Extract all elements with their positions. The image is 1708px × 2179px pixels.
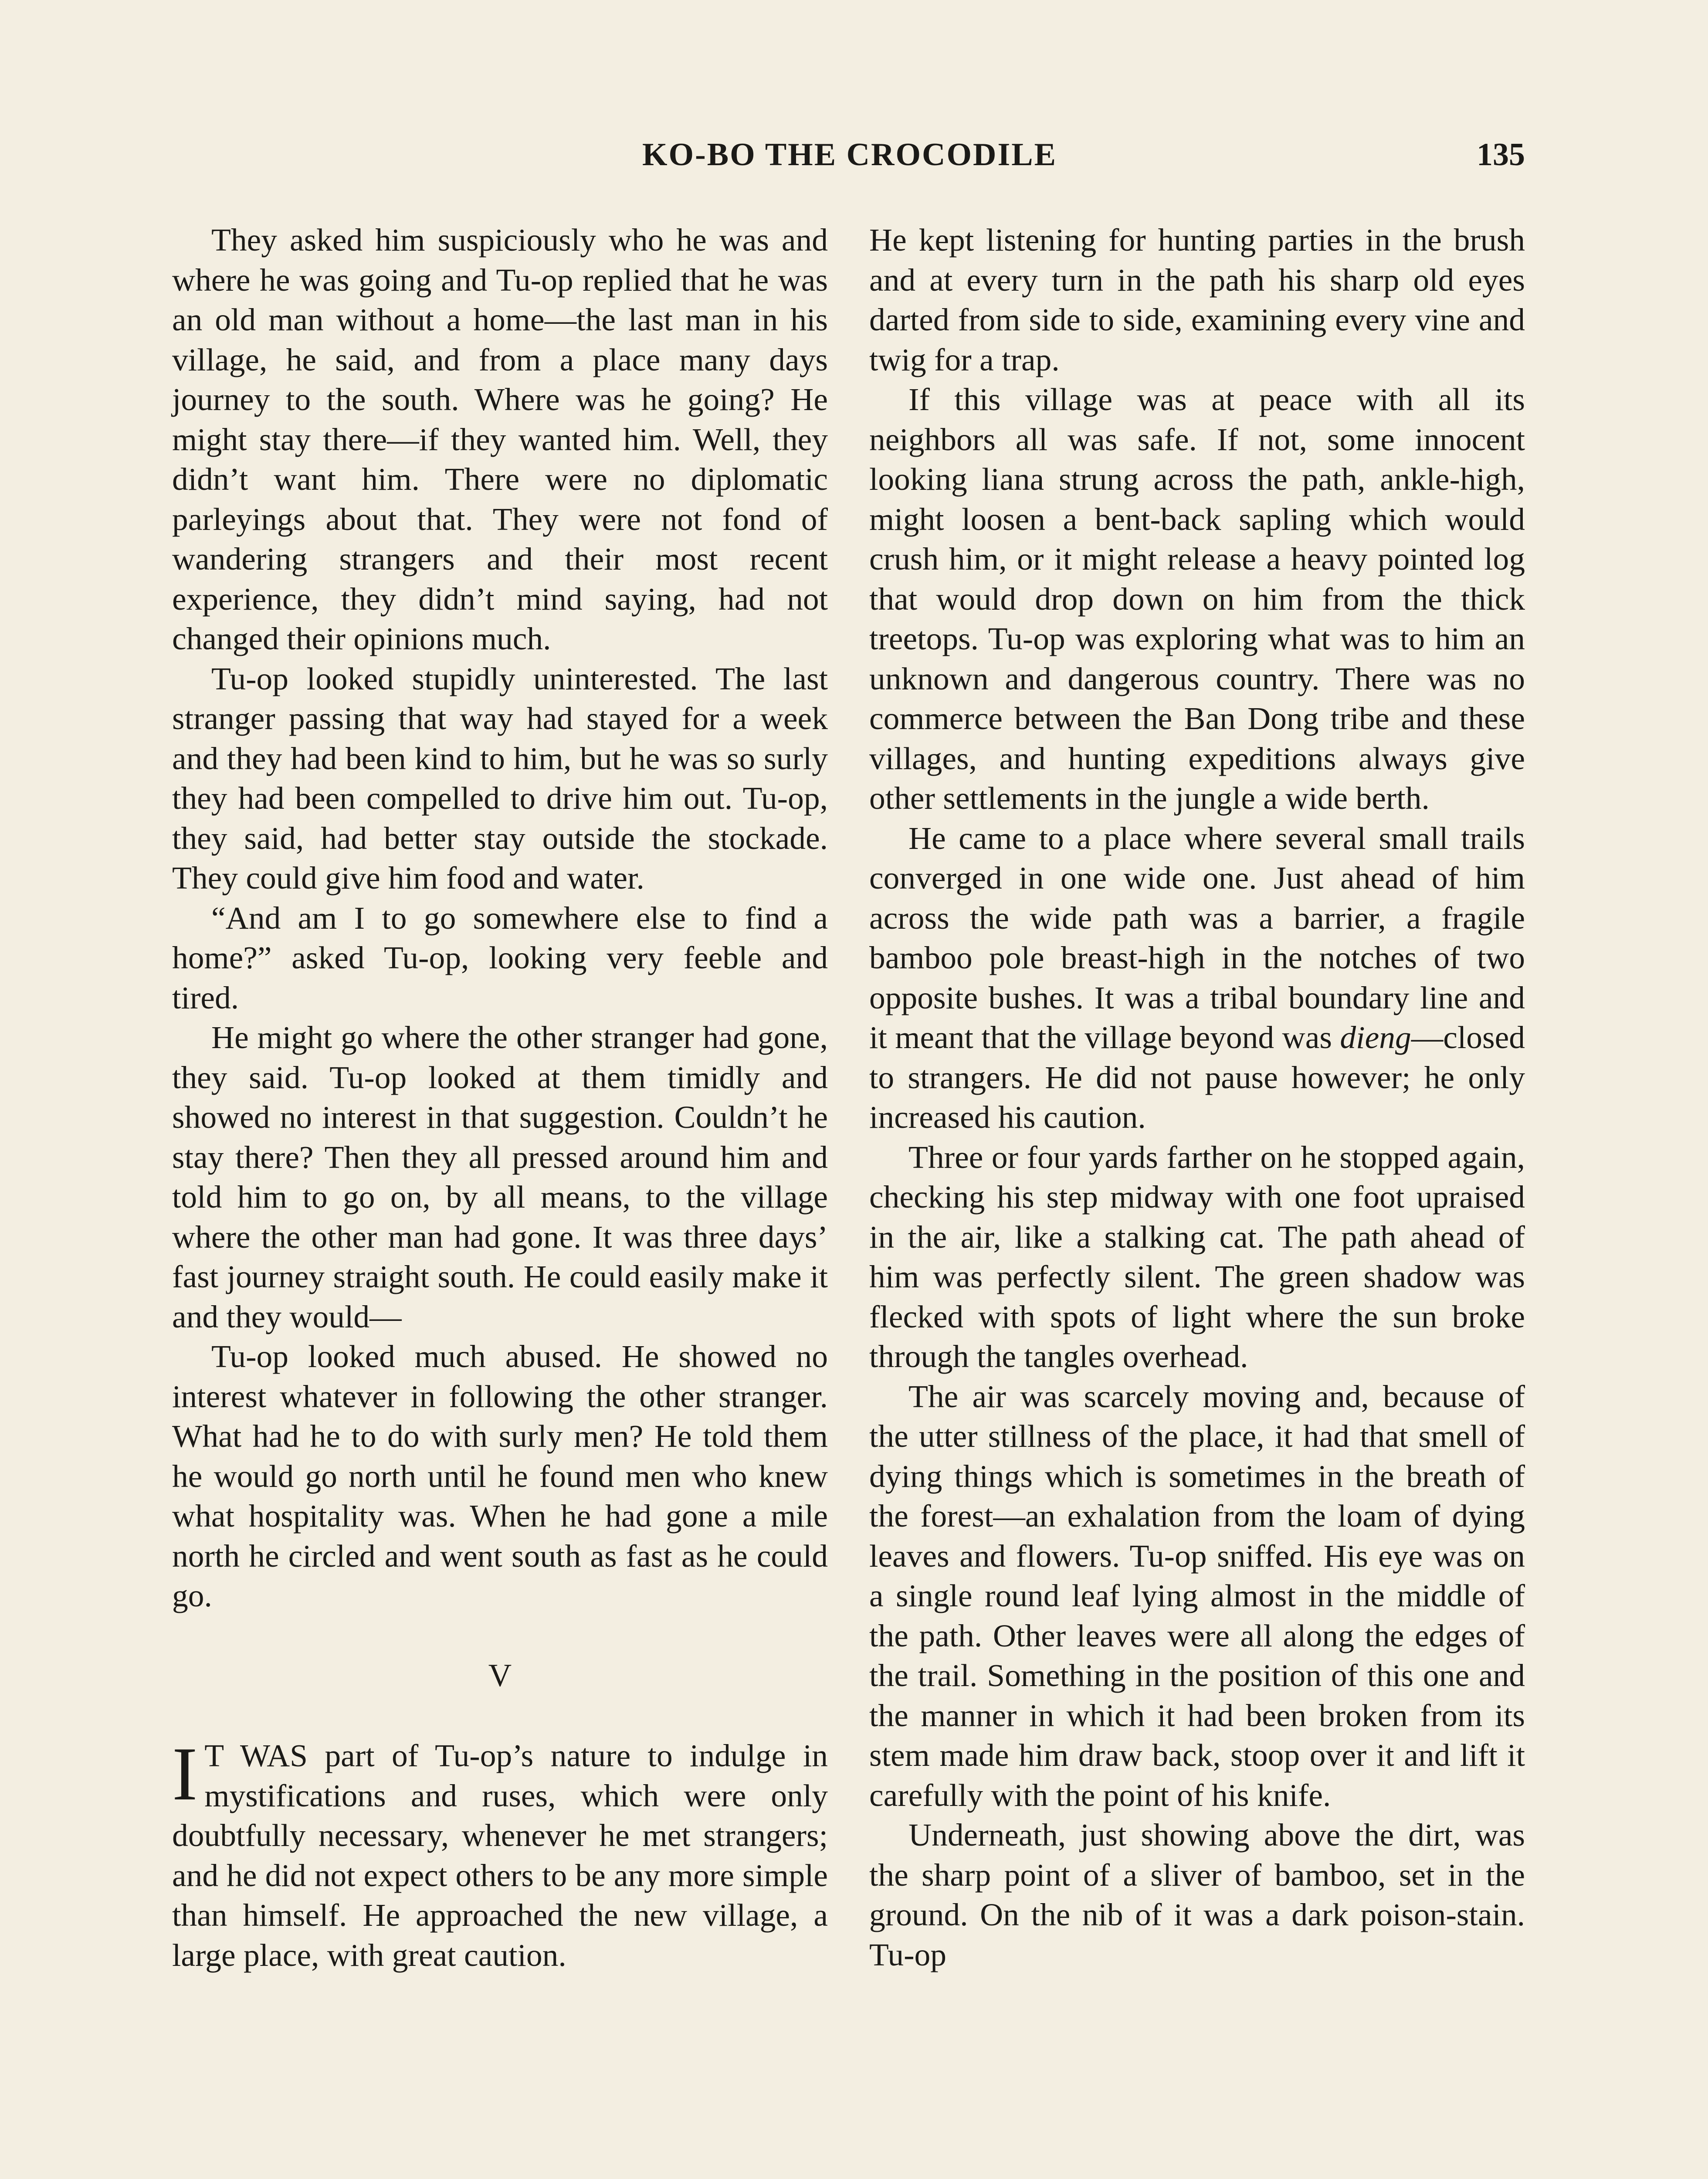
- paragraph: He might go where the other stranger had gone, they said. Tu-op looked at them timidly and showed no interest in that suggestion. Couldn’t he stay there? Then they all pressed around him and told him to go on, by all means, to the village where the other man had gone. It was three days’ fast journey straight south. He could easily make it and they would—: [172, 1020, 828, 1334]
- section-opening-paragraph: [172, 1731, 828, 1975]
- continued-paragraph: He kept listening for hunting parties in the brush and at every turn in the path his sharp old eyes darted from side to side, examining every vine and twig for a trap.: [869, 222, 1525, 377]
- paragraph: If this village was at peace with all its neighbors all was safe. If not, some innocent looking liana strung across the path, ankle-high, might loosen a bent-back sapling which would crush him, or it might release a heavy pointed log that would drop down on him from the thick treetops. Tu-op was exploring what was to him an unknown and dangerous country. There was no commerce between the Ban Dong tribe and these villages, and hunting expeditions always give other settlements in the jungle a wide berth.: [869, 382, 1525, 816]
- right-column: [869, 220, 1525, 2179]
- running-header: [174, 131, 1525, 179]
- drop-cap: I: [172, 1731, 198, 1816]
- running-title: KO-BO THE CROCODILE: [642, 137, 1057, 173]
- paragraph: They asked him suspiciously who he was and where he was going and Tu-op replied that he was an old man without a home—the last man in his village, he said, and from a place many days journey to the south. Where was he going? He might stay there—if they wanted him. Well, they didn’t want him. There were no diplomatic parleyings about that. They were not fond of wandering strangers and their most recent experience, they didn’t mind saying, had not changed their opinions much.: [172, 222, 828, 656]
- paragraph: Tu-op looked much abused. He showed no interest whatever in following the other stranger. What had he to do with surly men? He told them he would go north until he found men who knew what hospitality was. When he had gone a mile north he circled and went south as fast as he could go.: [172, 1339, 828, 1613]
- barrier-text-before: He came to a place where several small trails converged in one wide one. Just ahead of him across the wide path was a barrier, a fragile bamboo pole breast-high in the notches of two opposite bushes. It was a tribal boundary line and it meant that the village beyond was: [869, 820, 1525, 1055]
- page-number: 135: [1477, 137, 1525, 173]
- section-heading: V: [488, 1657, 512, 1694]
- paragraph: Three or four yards farther on he stopped again, checking his step midway with one foot upraised in the air, like a stalking cat. The path ahead of him was perfectly silent. The green shadow was flecked with spots of light where the sun broke through the tangles overhead.: [869, 1139, 1525, 1374]
- italic-word: dieng: [1340, 1020, 1411, 1055]
- barrier-text-after: —closed to strangers. He did not pause however; he only increased his caution.: [869, 1020, 1525, 1135]
- paragraph: [869, 818, 1525, 1137]
- left-column: [172, 220, 828, 2179]
- section-opening-text: T WAS part of Tu-op’s nature to indulge in mystifications and ruses, which were only doubtfully necessary, whenever he met strangers; and he did not expect others to be any more simple than himself. He approached the new village, a large place, with great caution.: [172, 1738, 828, 1973]
- paragraph: “And am I to go somewhere else to find a home?” asked Tu-op, looking very feeble and tired.: [172, 900, 828, 1015]
- paragraph: Underneath, just showing above the dirt, was the sharp point of a sliver of bamboo, set in the ground. On the nib of it was a dark poison-stain. Tu-op: [869, 1817, 1525, 1972]
- paragraph: Tu-op looked stupidly uninterested. The last stranger passing that way had stayed for a week and they had been kind to him, but he was so surly they had been compelled to drive him out. Tu-op, they said, had better stay outside the stockade. They could give him food and water.: [172, 661, 828, 896]
- paragraph: The air was scarcely moving and, because of the utter stillness of the place, it had that smell of dying things which is sometimes in the breath of the forest—an exhalation from the loam of dying leaves and flowers. Tu-op sniffed. His eye was on a single round leaf lying almost in the middle of the path. Other leaves were all along the edges of the trail. Something in the position of this one and the manner in which it had been broken from its stem made him draw back, stoop over it and lift it carefully with the point of his knife.: [869, 1378, 1525, 1813]
